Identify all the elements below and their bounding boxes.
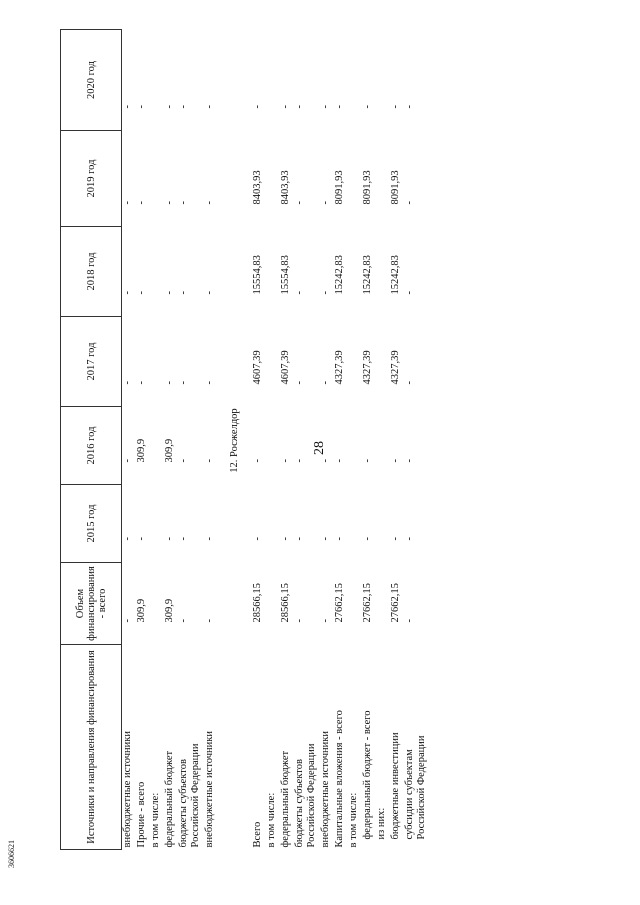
row-label-line: федеральный бюджет <box>280 750 291 848</box>
value-cell <box>150 485 164 563</box>
row-label <box>266 645 280 850</box>
value-cell: - <box>252 537 263 541</box>
value-cell: 15554,83 <box>252 255 263 295</box>
value-cell <box>348 30 362 131</box>
row-label-line: внебюджетные источники <box>122 730 133 848</box>
value-cell: - <box>122 381 133 385</box>
row-label-line: в том числе: <box>266 792 277 848</box>
value-cell: 8091,93 <box>390 170 401 205</box>
value-cell: - <box>164 105 175 109</box>
value-cell: - <box>334 537 345 541</box>
financing-table <box>60 29 430 850</box>
value-cell: 27662,15 <box>334 583 345 623</box>
value-cell <box>150 227 164 317</box>
value-cell <box>150 563 164 645</box>
row-label-line: в том числе: <box>348 792 359 848</box>
table-row <box>294 30 320 850</box>
value-cell: 309,9 <box>136 598 147 623</box>
row-label-line: Прочие - всего <box>136 781 147 848</box>
value-cell: - <box>204 201 215 205</box>
row-label-line: Российской Федерации <box>190 743 201 848</box>
value-cell: 27662,15 <box>362 583 373 623</box>
document-id: 3606621 <box>7 840 16 868</box>
value-cell: 8403,93 <box>280 170 291 205</box>
value-cell: - <box>178 459 189 463</box>
row-label <box>334 645 348 850</box>
row-label-line: бюджеты субъектов <box>294 759 305 848</box>
value-cell: - <box>294 201 305 205</box>
row-label <box>348 645 362 850</box>
value-cell: - <box>294 381 305 385</box>
row-label <box>390 645 404 850</box>
header-2017: 2017 год <box>61 317 122 407</box>
value-cell <box>348 317 362 407</box>
value-cell: 28566,15 <box>252 583 263 623</box>
value-cell <box>376 131 390 227</box>
value-cell <box>376 563 390 645</box>
row-label <box>376 645 390 850</box>
value-cell: 8091,93 <box>334 170 345 205</box>
value-cell: - <box>164 537 175 541</box>
value-cell: 309,9 <box>164 438 175 463</box>
value-cell <box>376 485 390 563</box>
value-cell: - <box>164 381 175 385</box>
value-cell: - <box>294 459 305 463</box>
value-cell: - <box>164 291 175 295</box>
value-cell: - <box>404 619 415 623</box>
table-row <box>252 30 266 850</box>
value-cell: - <box>390 105 401 109</box>
table-row <box>136 30 150 850</box>
row-label-line: Российской Федерации <box>416 735 427 840</box>
value-cell: - <box>362 459 373 463</box>
value-cell <box>348 227 362 317</box>
table-row <box>280 30 294 850</box>
value-cell: - <box>204 537 215 541</box>
value-cell: - <box>178 619 189 623</box>
value-cell: - <box>390 537 401 541</box>
value-cell: - <box>404 291 415 295</box>
value-cell: 8403,93 <box>252 170 263 205</box>
section-row <box>218 30 252 850</box>
value-cell: - <box>320 459 331 463</box>
table-row <box>404 30 430 850</box>
header-2015: 2015 год <box>61 485 122 563</box>
value-cell: - <box>362 537 373 541</box>
value-cell: - <box>280 537 291 541</box>
value-cell: - <box>178 381 189 385</box>
value-cell <box>266 485 280 563</box>
value-cell: - <box>404 381 415 385</box>
value-cell: - <box>178 291 189 295</box>
table-row <box>266 30 280 850</box>
value-cell: - <box>204 381 215 385</box>
row-label <box>122 645 137 850</box>
table-body <box>122 30 431 850</box>
value-cell: - <box>280 105 291 109</box>
row-label-line: субсидии субъектам <box>404 749 415 840</box>
row-label <box>204 645 218 850</box>
value-cell: - <box>204 105 215 109</box>
row-label-line: Всего <box>252 821 263 848</box>
value-cell: - <box>204 459 215 463</box>
value-cell: 28566,15 <box>280 583 291 623</box>
value-cell: - <box>294 619 305 623</box>
value-cell: - <box>404 105 415 109</box>
value-cell: 4327,39 <box>390 350 401 385</box>
table-row <box>390 30 404 850</box>
value-cell: 4607,39 <box>252 350 263 385</box>
row-label-line: федеральный бюджет - всего <box>362 710 373 840</box>
table-row <box>122 30 137 850</box>
value-cell: - <box>122 619 133 623</box>
row-label <box>164 645 178 850</box>
table-row <box>204 30 218 850</box>
header-source: Источники и направления финансирования <box>61 645 122 850</box>
value-cell: - <box>294 537 305 541</box>
value-cell: - <box>294 291 305 295</box>
value-cell: - <box>122 291 133 295</box>
value-cell <box>348 563 362 645</box>
value-cell: - <box>404 459 415 463</box>
row-label <box>404 645 430 850</box>
value-cell: - <box>136 291 147 295</box>
value-cell: - <box>320 201 331 205</box>
value-cell: - <box>178 537 189 541</box>
value-cell: - <box>204 291 215 295</box>
value-cell: 27662,15 <box>390 583 401 623</box>
rotated-table-area <box>60 30 580 850</box>
table-row <box>376 30 390 850</box>
table-row <box>334 30 348 850</box>
value-cell: 15242,83 <box>390 255 401 295</box>
value-cell <box>150 131 164 227</box>
value-cell: - <box>136 381 147 385</box>
value-cell <box>348 485 362 563</box>
value-cell <box>266 563 280 645</box>
value-cell: - <box>334 459 345 463</box>
value-cell <box>348 407 362 485</box>
value-cell: - <box>178 105 189 109</box>
value-cell <box>266 317 280 407</box>
row-label <box>294 645 320 850</box>
header-total: Объем финансирования - всего <box>61 563 122 645</box>
value-cell: 15242,83 <box>362 255 373 295</box>
value-cell <box>266 30 280 131</box>
value-cell: 15242,83 <box>334 255 345 295</box>
table-row <box>178 30 204 850</box>
row-label-line: из них: <box>376 807 387 840</box>
row-label-line: бюджетные инвестиции <box>390 732 401 840</box>
table-row <box>164 30 178 850</box>
header-row <box>61 30 122 850</box>
value-cell: - <box>136 201 147 205</box>
page-number: 28 <box>312 441 327 455</box>
row-label <box>150 645 164 850</box>
table-row <box>362 30 376 850</box>
value-cell: 4327,39 <box>334 350 345 385</box>
value-cell: 15554,83 <box>280 255 291 295</box>
value-cell <box>266 407 280 485</box>
row-label <box>362 645 376 850</box>
value-cell: - <box>204 619 215 623</box>
value-cell: - <box>404 537 415 541</box>
value-cell: 8091,93 <box>362 170 373 205</box>
value-cell: - <box>252 105 263 109</box>
value-cell <box>376 30 390 131</box>
value-cell: - <box>320 105 331 109</box>
value-cell: - <box>164 201 175 205</box>
table-row <box>348 30 362 850</box>
row-label-line: в том числе: <box>150 792 161 848</box>
value-cell: - <box>122 459 133 463</box>
row-label <box>136 645 150 850</box>
value-cell: - <box>404 201 415 205</box>
value-cell: - <box>122 105 133 109</box>
value-cell: - <box>136 537 147 541</box>
value-cell: - <box>362 105 373 109</box>
value-cell: - <box>252 459 263 463</box>
value-cell <box>150 407 164 485</box>
row-label-line: внебюджетные источники <box>320 730 331 848</box>
value-cell: - <box>280 459 291 463</box>
value-cell: - <box>320 381 331 385</box>
value-cell: - <box>320 291 331 295</box>
section-title: 12. Росжелдор <box>229 408 240 473</box>
value-cell: - <box>136 105 147 109</box>
row-label <box>252 645 266 850</box>
value-cell: - <box>122 201 133 205</box>
row-label-line: бюджеты субъектов <box>178 759 189 848</box>
value-cell: 309,9 <box>164 598 175 623</box>
value-cell: - <box>178 201 189 205</box>
row-label <box>280 645 294 850</box>
row-label-line: внебюджетные источники <box>204 730 215 848</box>
value-cell <box>376 317 390 407</box>
value-cell: - <box>334 105 345 109</box>
row-label-line: Российской Федерации <box>306 743 317 848</box>
value-cell: - <box>320 537 331 541</box>
value-cell: 4607,39 <box>280 350 291 385</box>
value-cell: 309,9 <box>136 438 147 463</box>
header-2016: 2016 год <box>61 407 122 485</box>
header-2020: 2020 год <box>61 30 122 131</box>
row-label-line: федеральный бюджет <box>164 750 175 848</box>
value-cell: - <box>294 105 305 109</box>
value-cell: - <box>122 537 133 541</box>
value-cell <box>150 317 164 407</box>
value-cell <box>266 227 280 317</box>
value-cell <box>150 30 164 131</box>
header-2019: 2019 год <box>61 131 122 227</box>
row-label <box>178 645 204 850</box>
value-cell: 4327,39 <box>362 350 373 385</box>
table-row <box>320 30 334 850</box>
value-cell <box>266 131 280 227</box>
value-cell <box>376 407 390 485</box>
value-cell <box>376 227 390 317</box>
header-2018: 2018 год <box>61 227 122 317</box>
row-label <box>320 645 334 850</box>
value-cell: - <box>320 619 331 623</box>
table-row <box>150 30 164 850</box>
value-cell: - <box>390 459 401 463</box>
row-label-line: Капитальные вложения - всего <box>334 710 345 848</box>
value-cell <box>348 131 362 227</box>
